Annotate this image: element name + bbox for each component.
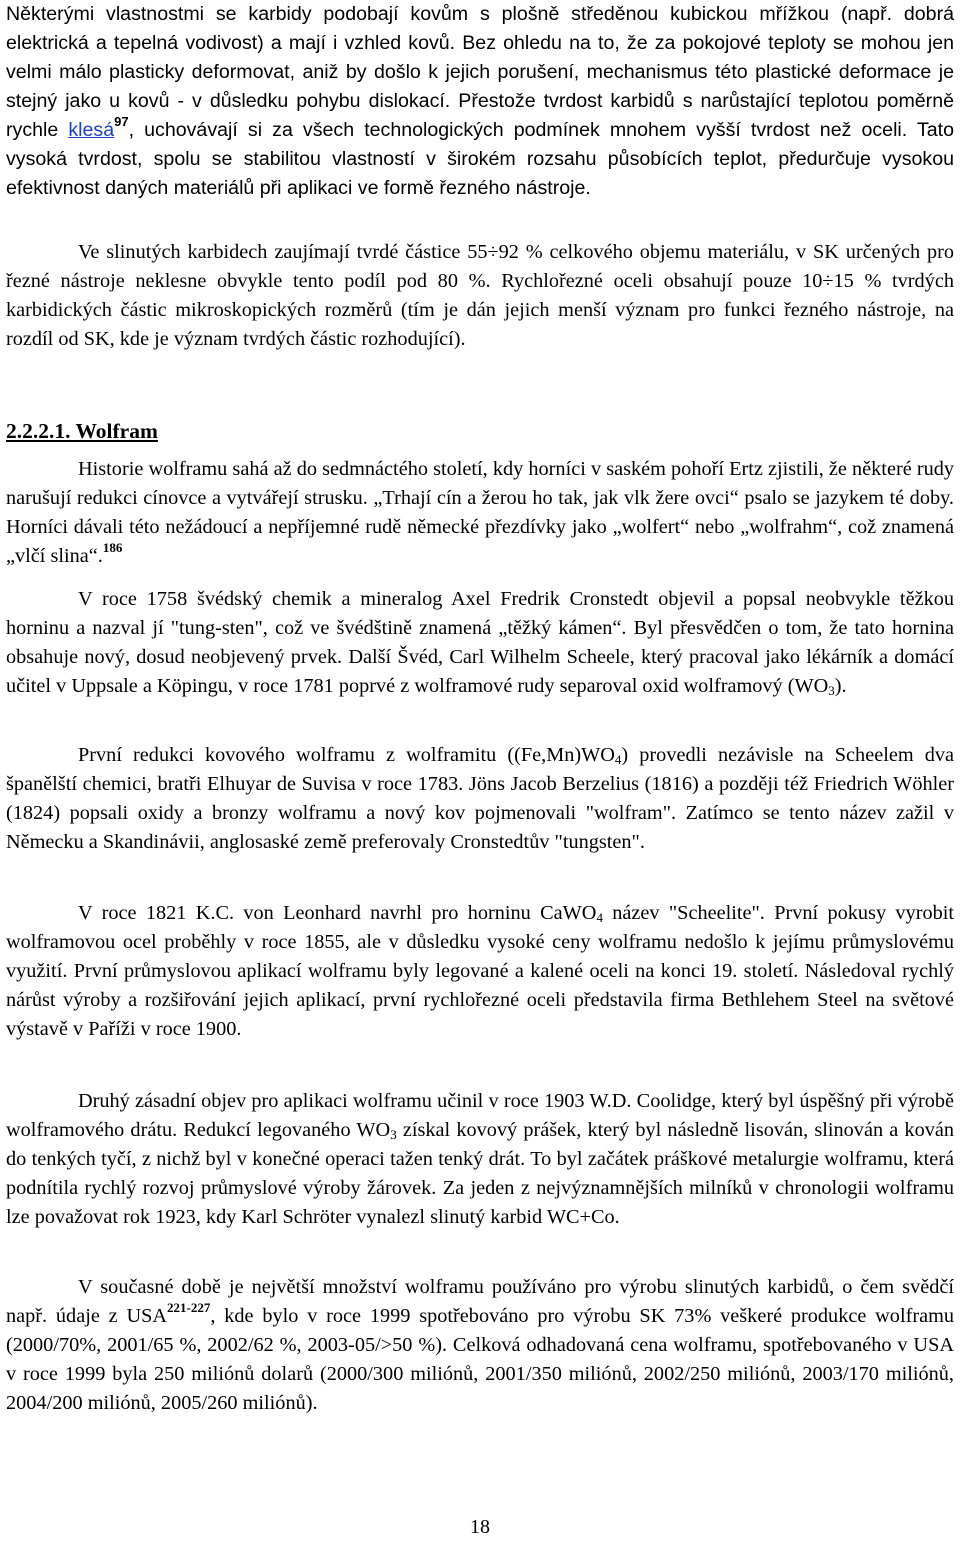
paragraph-carbides-properties	[6, 0, 954, 203]
footnote-ref-221-227: 221-227	[167, 1300, 211, 1315]
paragraph-reduction	[6, 741, 954, 857]
text-run: Druhý zásadní objev pro aplikaci wolframu učinil v roce 1903 W.D. Coolidge, který byl úspěšný při výrobě wolframového drátu. Redukcí legovaného WO	[6, 1090, 954, 1141]
text-run: První redukci kovového wolframu z wolframitu ((Fe,Mn)WO	[78, 744, 615, 766]
text-run: získal kovový prášek, který byl následně lisován, slinován a kován do tenkých tyčí, z nichž byl v konečné operaci tažen tenký drát. To byl začátek práškové metalurgie wolframu, která podnítila rychlý rozvoj průmyslové výroby žárovek. Za jeden z nejvýznamnějších milníků v chronologii wolframu lze považovat rok 1923, kdy Karl Schröter vynalezl slinutý karbid WC+Co.	[6, 1119, 954, 1228]
section-heading-wolfram: 2.2.2.1. Wolfram	[6, 419, 158, 443]
text-run: ).	[834, 675, 847, 697]
paragraph-hard-particles: Ve slinutých karbidech zaujímají tvrdé částice 55÷92 % celkového objemu materiálu, v SK určených pro řezné nástroje neklesne obvykle tento podíl pod 80 %. Rychlořezné oceli obsahují pouze 10÷15 % tvrdých karbidických částic mikroskopických rozměrů (tím je dán jejich menší význam pro funkci řezného nástroje, na rozdíl od SK, kde je význam tvrdých částic rozhodující).	[6, 241, 954, 350]
text-run: V současné době je největší množství wolframu používáno pro výrobu slinutých karbidů, o čem svědčí např. údaje z USA	[6, 1276, 954, 1327]
paragraph-current-use	[6, 1273, 954, 1418]
document-page	[6, 0, 954, 1537]
paragraph-coolidge	[6, 1087, 954, 1232]
footnote-ref-186: 186	[102, 540, 123, 555]
footnote-ref-97: 97	[114, 114, 129, 129]
text-run: název "Scheelite". První pokusy vyrobit wolframovou ocel proběhly v roce 1855, ale v důsledku vysoké ceny wolframu nedošlo k jejímu průmyslovému využití. První průmyslovou aplikací wolframu byly legované a kalené oceli na konci 19. století. Následoval rychlý nárůst výroby a rozšiřování jejich aplikací, první rychlořezné oceli představila firma Bethlehem Steel na světové výstavě v Paříži v roce 1900.	[6, 902, 954, 1040]
link-klesa[interactable]: klesá	[68, 119, 115, 141]
paragraph-cronstedt	[6, 585, 954, 701]
text-run: , uchovávají si za všech technologických podmínek mnohem vyšší tvrdost než oceli. Tato vysoká tvrdost, spolu se stabilitou vlastností v širokém rozsahu působících teplot, předurčuje vysokou efektivnost daných materiálů při aplikaci ve formě řezného nástroje.	[6, 119, 955, 199]
paragraph-scheelite	[6, 899, 954, 1044]
subscript: 3	[828, 683, 835, 698]
text-run: , kde bylo v roce 1999 spotřebováno pro výrobu SK 73% veškeré produkce wolframu (2000/70%, 2001/65 %, 2002/62 %, 2003-05/>50 %). Celková odhadovaná cena wolframu, spotřebovaného v USA v roce 1999 byla 250 miliónů dolarů (2000/300 miliónů, 2001/350 miliónů, 2002/250 miliónů, 2003/170 miliónů, 2004/200 miliónů, 2005/260 miliónů).	[6, 1305, 955, 1414]
subscript: 4	[596, 910, 603, 925]
page-number: 18	[470, 1516, 490, 1538]
text-run: V roce 1758 švédský chemik a mineralog Axel Fredrik Cronstedt objevil a popsal neobvykle těžkou horninu a nazval jí "tung-sten", což ve švédštině znamená „těžký kámen“. Byl přesvědčen o tom, že tato hornina obsahuje nový, dosud neobjevený prvek. Další Švéd, Carl Wilhelm Scheele, který pracoval jako lékárník a domácí učitel v Uppsale a Köpingu, v roce 1781 poprvé z wolframové rudy separoval oxid wolframový (WO	[6, 588, 954, 697]
paragraph-history	[6, 455, 954, 571]
subscript: 4	[614, 752, 622, 767]
text-run: ) provedli nezávisle na Scheelem dva španělští chemici, bratři Elhuyar de Suvisa v roce 1783. Jöns Jacob Berzelius (1816) a později též Friedrich Wöhler (1824) popsali oxidy a bronzy wolframu a nový kov pojmenovali "wolfram". Zatímco se tento název zažil v Německu a Skandinávii, anglosaské země preferovaly Cronstedtův "tungsten".	[6, 744, 954, 853]
text-run: V roce 1821 K.C. von Leonhard navrhl pro horninu CaWO	[78, 902, 597, 924]
text-run: Některými vlastnostmi se karbidy podobají kovům s plošně středěnou kubickou mřížkou (např. dobrá elektrická a tepelná vodivost) a mají i vzhled kovů. Bez ohledu na to, že za pokojové teploty se mohou jen velmi málo plasticky deformovat, aniž by došlo k jejich porušení, mechanismus této plastické deformace je stejný jako u kovů - v důsledku pohybu dislokací. Přestože tvrdost karbidů s narůstající teplotou poměrně rychle	[6, 3, 954, 141]
subscript: 3	[390, 1127, 397, 1142]
text-run: Historie wolframu sahá až do sedmnáctého století, kdy horníci v saském pohoří Ertz zjistili, že některé rudy narušují redukci cínovce a vytvářejí strusku. „Trhají cín a žerou ho tak, jak vlk žere ovci“ psalo se jazykem té doby. Horníci dávali této nežádoucí a nepříjemné rudě německé přezdívky jako „wolfert“ nebo „wolfrahm“, což znamená „vlčí slina“.	[6, 458, 954, 567]
